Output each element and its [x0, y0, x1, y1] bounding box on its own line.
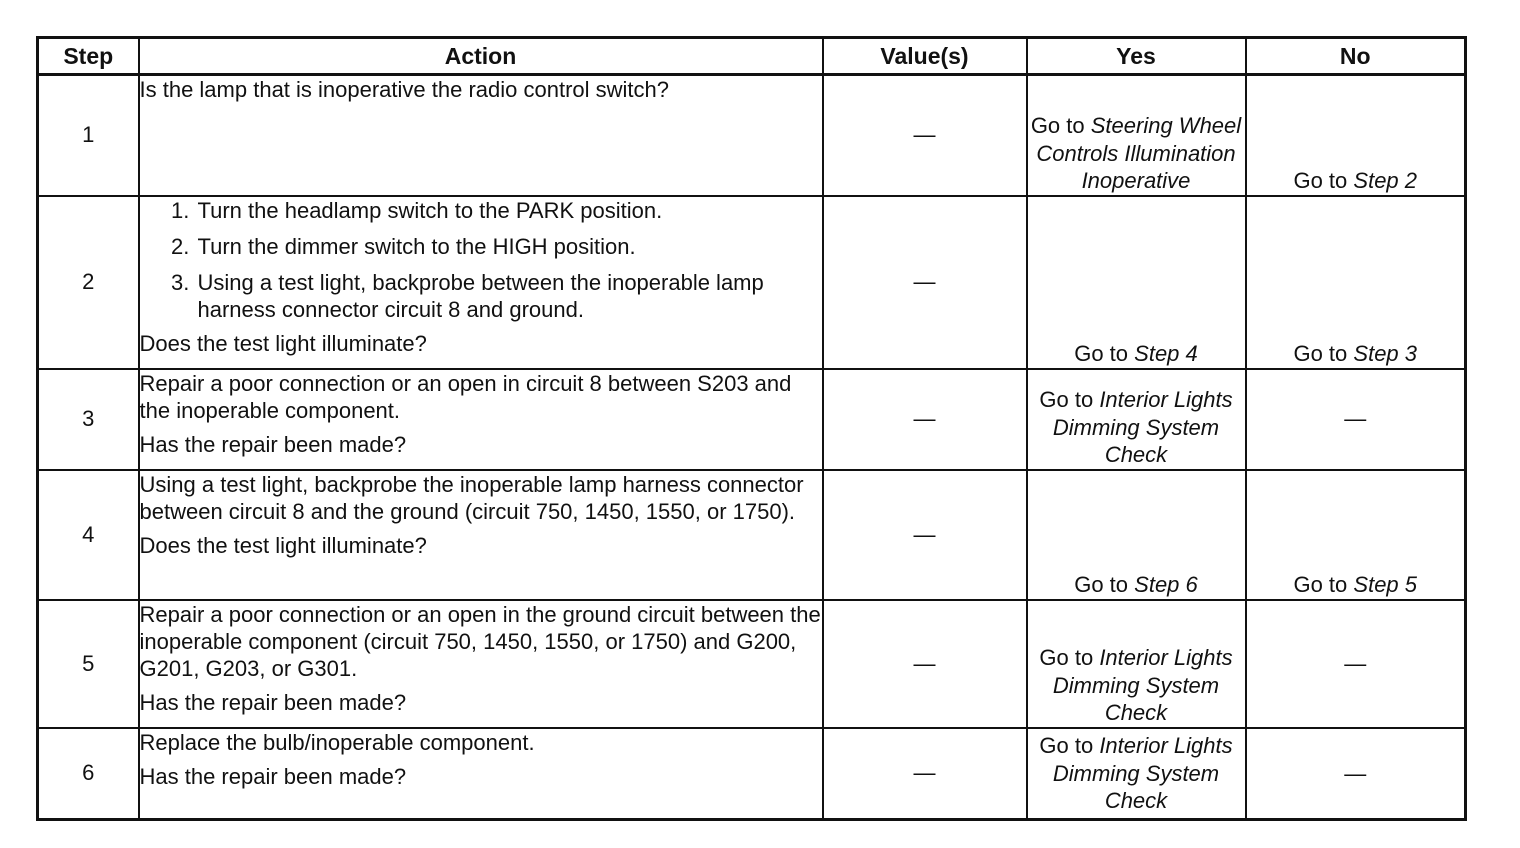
table-row [38, 470, 1466, 600]
yes-prefix: Go to [1074, 341, 1129, 366]
table-row [38, 728, 1466, 820]
value-cell: — [823, 600, 1027, 728]
yes-link: Step 6 [1134, 572, 1198, 597]
step-number: 5 [38, 600, 139, 728]
action-question: Does the test light illuminate? [139, 330, 427, 356]
list-item: 3. Using a test light, backprobe between the inoperable lamp harness connector circuit 8 and ground. [196, 269, 822, 323]
header-no: No [1246, 38, 1466, 75]
value-cell: — [823, 470, 1027, 600]
table-row [38, 600, 1466, 728]
no-prefix: Go to [1293, 341, 1348, 366]
header-step: Step [38, 38, 139, 75]
yes-cell [1027, 728, 1246, 820]
list-item: 2. Turn the dimmer switch to the HIGH position. [196, 233, 822, 260]
action-question: Has the repair been made? [139, 689, 407, 715]
value-cell: — [823, 75, 1027, 196]
value-cell: — [823, 728, 1027, 820]
action-text: Repair a poor connection or an open in the ground circuit between the inoperable component (circuit 750, 1450, 1550, or 1750) and G200, G201, G203, or G301. [139, 601, 821, 681]
step-number: 3 [38, 369, 139, 470]
action-cell [139, 470, 823, 600]
yes-cell [1027, 196, 1246, 369]
action-question: Has the repair been made? [139, 763, 407, 789]
action-text: Using a test light, backprobe the inoperable lamp harness connector between circuit 8 and the ground (circuit 750, 1450, 1550, or 1750). [139, 471, 804, 524]
action-cell [139, 600, 823, 728]
step-number: 2 [38, 196, 139, 369]
header-row [38, 38, 1466, 75]
no-cell: — [1246, 600, 1466, 728]
header-action: Action [139, 38, 823, 75]
action-question: Does the test light illuminate? [139, 532, 427, 558]
header-yes: Yes [1027, 38, 1246, 75]
no-cell [1246, 470, 1466, 600]
diagnostic-table [36, 36, 1467, 821]
table-row [38, 75, 1466, 196]
yes-cell [1027, 600, 1246, 728]
no-link: Step 5 [1353, 572, 1418, 597]
yes-prefix: Go to [1030, 113, 1085, 138]
action-steps-list [140, 197, 822, 323]
action-question: Has the repair been made? [139, 431, 407, 457]
step-number: 1 [38, 75, 139, 196]
no-prefix: Go to [1293, 168, 1348, 193]
yes-prefix: Go to [1074, 572, 1129, 597]
yes-cell [1027, 75, 1246, 196]
action-text: Repair a poor connection or an open in circuit 8 between S203 and the inoperable component. [139, 370, 792, 423]
value-cell: — [823, 196, 1027, 369]
yes-prefix: Go to [1039, 733, 1094, 758]
no-cell [1246, 75, 1466, 196]
yes-link: Step 4 [1134, 341, 1198, 366]
no-cell: — [1246, 728, 1466, 820]
action-text: Is the lamp that is inoperative the radio control switch? [139, 77, 669, 102]
yes-cell [1027, 369, 1246, 470]
action-cell [139, 728, 823, 820]
action-cell [139, 369, 823, 470]
no-link: Step 2 [1353, 168, 1418, 193]
header-values: Value(s) [823, 38, 1027, 75]
yes-link: Interior Lights Dimming System Check [1052, 645, 1233, 725]
action-text: Replace the bulb/inoperable component. [139, 729, 535, 755]
value-cell: — [823, 369, 1027, 470]
yes-link: Interior Lights Dimming System Check [1052, 387, 1233, 467]
no-link: Step 3 [1353, 341, 1418, 366]
no-cell: — [1246, 369, 1466, 470]
yes-prefix: Go to [1039, 645, 1094, 670]
step-number: 6 [38, 728, 139, 820]
yes-cell [1027, 470, 1246, 600]
list-item: 1. Turn the headlamp switch to the PARK position. [196, 197, 822, 224]
action-cell [139, 196, 823, 369]
step-number: 4 [38, 470, 139, 600]
no-prefix: Go to [1293, 572, 1348, 597]
yes-link: Interior Lights Dimming System Check [1052, 733, 1233, 813]
yes-prefix: Go to [1039, 387, 1094, 412]
no-cell [1246, 196, 1466, 369]
yes-link: Steering Wheel Controls Illumination Inoperative [1036, 113, 1242, 193]
action-cell [139, 75, 823, 196]
table-row [38, 369, 1466, 470]
table-row [38, 196, 1466, 369]
